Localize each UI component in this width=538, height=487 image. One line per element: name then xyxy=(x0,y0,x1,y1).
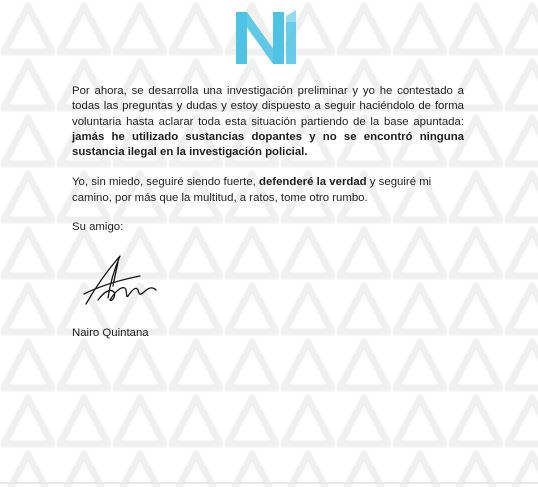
nq-monogram-logo-icon xyxy=(234,6,300,70)
paragraph-investigation-bold: jamás he utilizado sustancias dopantes y no se encontró ninguna sustancia ilegal en la investigación policial. xyxy=(72,130,464,159)
letter-body xyxy=(72,84,464,235)
paragraph-resolve xyxy=(72,175,464,206)
paragraph-investigation xyxy=(72,84,464,160)
paragraph-investigation-text: Por ahora, se desarrolla una investigación preliminar y yo he contestado a todas las preguntas y dudas y estoy dispuesto a seguir haciéndolo de forma voluntaria hasta aclarar toda esta situación partiendo de la base apuntada: xyxy=(72,85,464,128)
paragraph-resolve-bold: defenderé la verdad xyxy=(259,176,367,189)
page-edge-divider xyxy=(0,482,538,484)
closing-salutation: Su amigo: xyxy=(72,221,124,234)
paragraph-resolve-after: y seguiré mi camino, por más que la multitud, a ratos, tome otro rumbo. xyxy=(72,176,432,204)
handwritten-signature xyxy=(80,250,166,310)
paragraph-resolve-before: Yo, sin miedo, seguiré siendo fuerte, xyxy=(72,176,260,189)
signer-name: Nairo Quintana xyxy=(72,327,149,339)
